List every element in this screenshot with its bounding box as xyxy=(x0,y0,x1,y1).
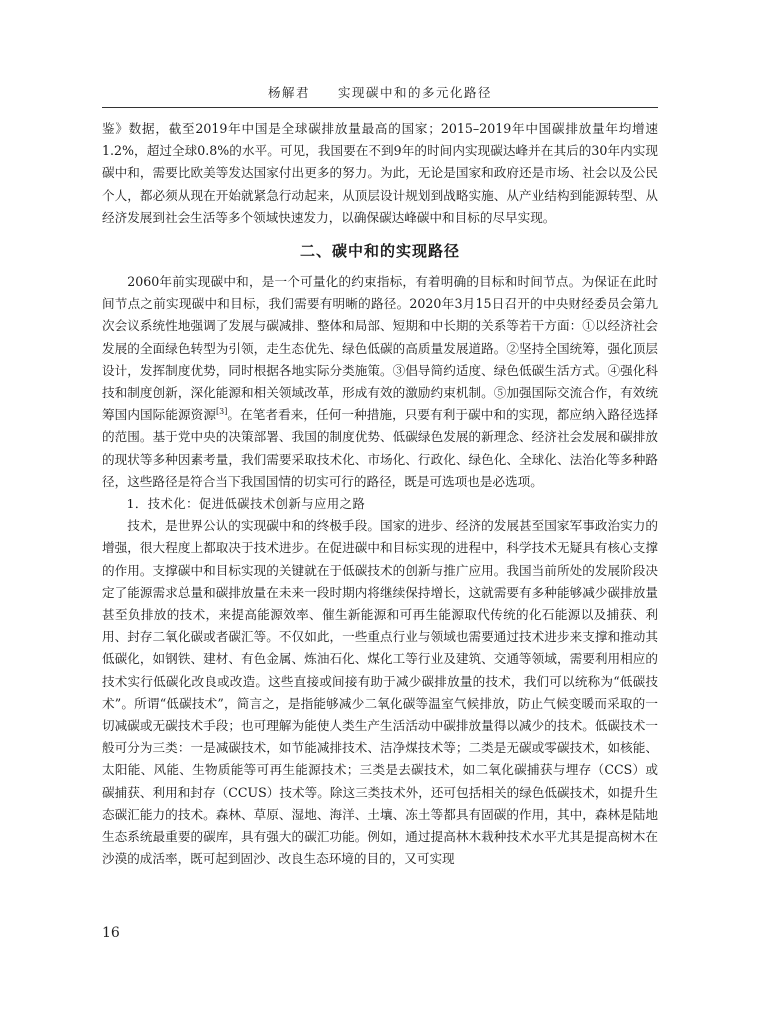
running-header xyxy=(0,83,760,101)
paragraph-text-part-1: 2060年前实现碳中和，是一个可量化的约束指标，有着明确的目标和时间节点。为保证在此时间节点之前实现碳中和目标，我们需要有明晰的路径。2020年3月15日召开的中央财经委员会第九次会议系统性地强调了发展与碳减排、整体和局部、短期和中长期的关系等若干方面：①以经济社会发展的全面绿色转型为引领，走生态优先、绿色低碳的高质量发展道路。②坚持全国统筹，强化顶层设计，发挥制度优势，同时根据各地实际分类施策。③倡导简约适度、绿色低碳生活方式。④强化科技和制度创新，深化能源和相关领域改革，形成有效的激励约束机制。⑤加强国际交流合作，有效统筹国内国际能源资源 xyxy=(102,274,658,423)
paragraph-carbon-neutral-path xyxy=(102,271,658,493)
paragraph-technology: 技术，是世界公认的实现碳中和的终极手段。国家的进步、经济的发展甚至国家军事政治实力的增强，很大程度上都取决于技术进步。在促进碳中和目标实现的进程中，科学技术无疑具有核心支撑的作用。支撑碳中和目标实现的关键就在于低碳技术的创新与推广应用。我国当前所处的发展阶段决定了能源需求总量和碳排放量在未来一段时期内将继续保持增长，这就需要有多种能够减少碳排放量甚至负排放的技术，来提高能源效率、催生新能源和可再生能源取代传统的化石能源以及捕获、利用、封存二氧化碳或者碳汇等。不仅如此，一些重点行业与领域也需要通过技术进步来支撑和推动其低碳化，如钢铁、建材、有色金属、炼油石化、煤化工等行业及建筑、交通等领域，需要利用相应的技术实行低碳化改良或改造。这些直接或间接有助于减少碳排放量的技术，我们可以统称为“低碳技术”。所谓“低碳技术”，简言之，是指能够减少二氧化碳等温室气候排放，防止气候变暖而采取的一切减碳或无碳技术手段；也可理解为能使人类生产生活活动中碳排放量得以减少的技术。低碳技术一般可分为三类：一是减碳技术，如节能减排技术、洁净煤技术等；二类是无碳或零碳技术，如核能、太阳能、风能、生物质能等可再生能源技术；三类是去碳技术，如二氧化碳捕获与埋存（CCS）或碳捕获、利用和封存（CCUS）技术等。除这三类技术外，还可包括相关的绿色低碳技术，如提升生态碳汇能力的技术。森林、草原、湿地、海洋、土壤、冻土等都具有固碳的作用，其中，森林是陆地生态系统最重要的碳库，具有强大的碳汇功能。例如，通过提高林木栽种技术水平尤其是提高树木在沙漠的成活率，既可起到固沙、改良生态环境的目的，又可实现 xyxy=(102,518,658,867)
paragraph-text-part-2: 。在笔者看来，任何一种措施，只要有利于碳中和的实现，都应纳入路径选择的范围。基于党中央的决策部署、我国的制度优势、低碳绿色发展的新理念、经济社会发展和碳排放的现状等多种因素考量，我们需要采取技术化、市场化、行政化、绿色化、全球化、法治化等多种路径，这些路径是符合当下我国国情的切实可行的路径，既是可选项也是必选项。 xyxy=(102,407,659,489)
section-heading: 二、碳中和的实现路径 xyxy=(299,242,460,261)
header-rule xyxy=(102,107,658,108)
header-title: 实现碳中和的多元化路径 xyxy=(338,85,493,100)
page-number: 16 xyxy=(102,925,120,941)
article-body xyxy=(102,118,658,871)
paragraph-intro: 鉴》数据，截至2019年中国是全球碳排放量最高的国家；2015–2019年中国碳排放量年均增速1.2%，超过全球0.8%的水平。可见，我国要在不到9年的时间内实现碳达峰并在其后的30年内实现碳中和，需要比欧美等发达国家付出更多的努力。为此，无论是国家和政府还是市场、社会以及公民个人，都必须从现在开始就紧急行动起来，从顶层设计规划到战略实施、从产业结构到能源转型、从经济发展到社会生活等多个领域快速发力，以确保碳达峰碳中和目标的尽早实现。 xyxy=(102,121,658,225)
citation-ref[interactable]: [3] xyxy=(216,407,228,417)
subsection-heading: 1．技术化：促进低碳技术创新与应用之路 xyxy=(126,497,366,512)
header-author: 杨解君 xyxy=(267,85,310,100)
